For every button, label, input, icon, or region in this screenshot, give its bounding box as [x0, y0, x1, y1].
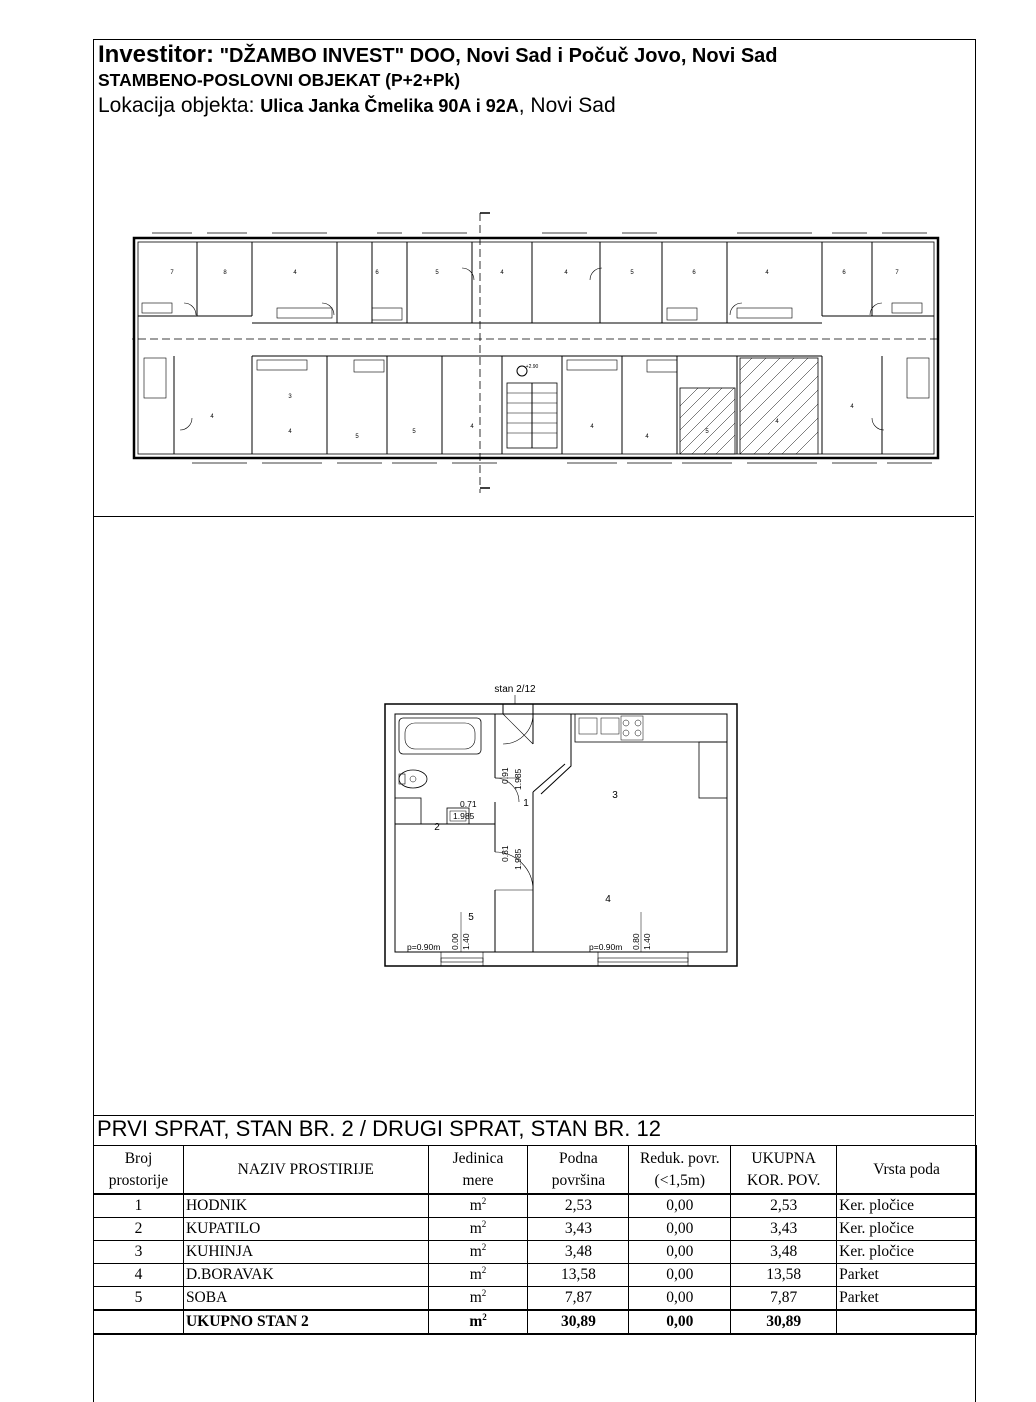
plan-room-label: 4	[500, 270, 504, 276]
plan-room-label: 4	[564, 270, 568, 276]
unit-room-3: 3	[612, 790, 618, 801]
plan-room-label: 7	[895, 270, 899, 276]
dim-label: 0.91	[500, 767, 510, 784]
dim-label: 1.985	[513, 848, 523, 870]
table-row: 1 HODNIK $m^2$ 2,53 0,00 2,53 Ker. pločice	[94, 1194, 977, 1218]
col-header-reduced: Reduk. povr. (<1,5m)	[629, 1146, 731, 1195]
location-city: , Novi Sad	[518, 94, 616, 117]
dim-label: 1.985	[513, 768, 523, 790]
plan-room-label: 4	[850, 404, 854, 410]
plan-room-label: 8	[223, 270, 227, 276]
plan-room-label: 3	[288, 394, 292, 400]
window-label: p=0.90m	[589, 942, 623, 952]
col-header-no: Broj prostorije	[94, 1146, 184, 1195]
title-block	[98, 43, 968, 120]
plan-room-label: 6	[842, 270, 846, 276]
table-row: 2 KUPATILO $m^2$ 3,43 0,00 3,43 Ker. pločice	[94, 1218, 977, 1241]
table-total-row: UKUPNO STAN 2 $m^2$ 30,89 0,00 30,89	[94, 1310, 977, 1334]
unit-floor-plan	[383, 682, 743, 972]
table-row: 4 D.BORAVAK $m^2$ 13,58 0,00 13,58 Parket	[94, 1264, 977, 1287]
dim-label: 0.81	[500, 845, 510, 862]
unit-room-5: 5	[468, 912, 474, 923]
unit-room-2: 2	[434, 822, 440, 833]
rooms-table	[93, 1145, 977, 1335]
col-header-floor: Vrsta poda	[837, 1146, 977, 1195]
col-header-name: NAZIV PROSTIRIJE	[183, 1146, 428, 1195]
window-label: 1.40	[642, 933, 652, 950]
object-line: STAMBENO-POSLOVNI OBJEKAT (P+2+Pk)	[98, 70, 461, 90]
plan-room-label: 4	[775, 419, 779, 425]
dim-label: 1.985	[453, 811, 475, 821]
plan-room-label: 5	[355, 434, 359, 440]
window-label: 0.00	[450, 933, 460, 950]
plan-room-label: 4	[210, 414, 214, 420]
document-sheet	[93, 39, 976, 1402]
plan-room-label: 4	[590, 424, 594, 430]
table-title: PRVI SPRAT, STAN BR. 2 / DRUGI SPRAT, STAN BR. 12	[97, 1116, 661, 1141]
col-header-area: Podna površina	[528, 1146, 629, 1195]
table-header-row	[94, 1146, 977, 1195]
overall-floor-plan	[132, 208, 942, 493]
investor-label: Investitor:	[98, 41, 215, 68]
window-label: p=0.90m	[407, 942, 441, 952]
window-label: 1.40	[461, 933, 471, 950]
unit-room-1: 1	[523, 798, 529, 809]
plan-room-label: 4	[645, 434, 649, 440]
col-header-total: UKUPNA KOR. POV.	[731, 1146, 837, 1195]
elevation-label: +2.90	[525, 364, 539, 370]
location-street: Ulica Janka Čmelika 90A i 92A	[260, 96, 519, 116]
plan-room-label: 7	[170, 270, 174, 276]
plan-room-label: 5	[705, 429, 709, 435]
plan-room-label: 6	[375, 270, 379, 276]
plan-room-label: 4	[470, 424, 474, 430]
table-row: 3 KUHINJA $m^2$ 3,48 0,00 3,48 Ker. pločice	[94, 1241, 977, 1264]
plan-room-label: 6	[692, 270, 696, 276]
plan-room-label: 4	[765, 270, 769, 276]
col-header-unit: Jedinica mere	[428, 1146, 528, 1195]
plan-room-label: 4	[293, 270, 297, 276]
plan-room-label: 5	[412, 429, 416, 435]
investor-value: "DŽAMBO INVEST" DOO, Novi Sad i Počuč Jovo, Novi Sad	[214, 45, 778, 67]
location-line	[98, 92, 968, 120]
investor-line	[98, 43, 968, 68]
dim-label: 0.71	[460, 799, 477, 809]
section-divider	[94, 516, 974, 517]
plan-room-label: 5	[630, 270, 634, 276]
unit-label: stan 2/12	[494, 684, 536, 695]
table-row: 5 SOBA $m^2$ 7,87 0,00 7,87 Parket	[94, 1287, 977, 1311]
unit-room-4: 4	[605, 894, 611, 905]
window-label: 0.80	[631, 933, 641, 950]
plan-room-label: 5	[435, 270, 439, 276]
plan-room-label: 4	[288, 429, 292, 435]
location-label: Lokacija objekta:	[98, 94, 261, 117]
